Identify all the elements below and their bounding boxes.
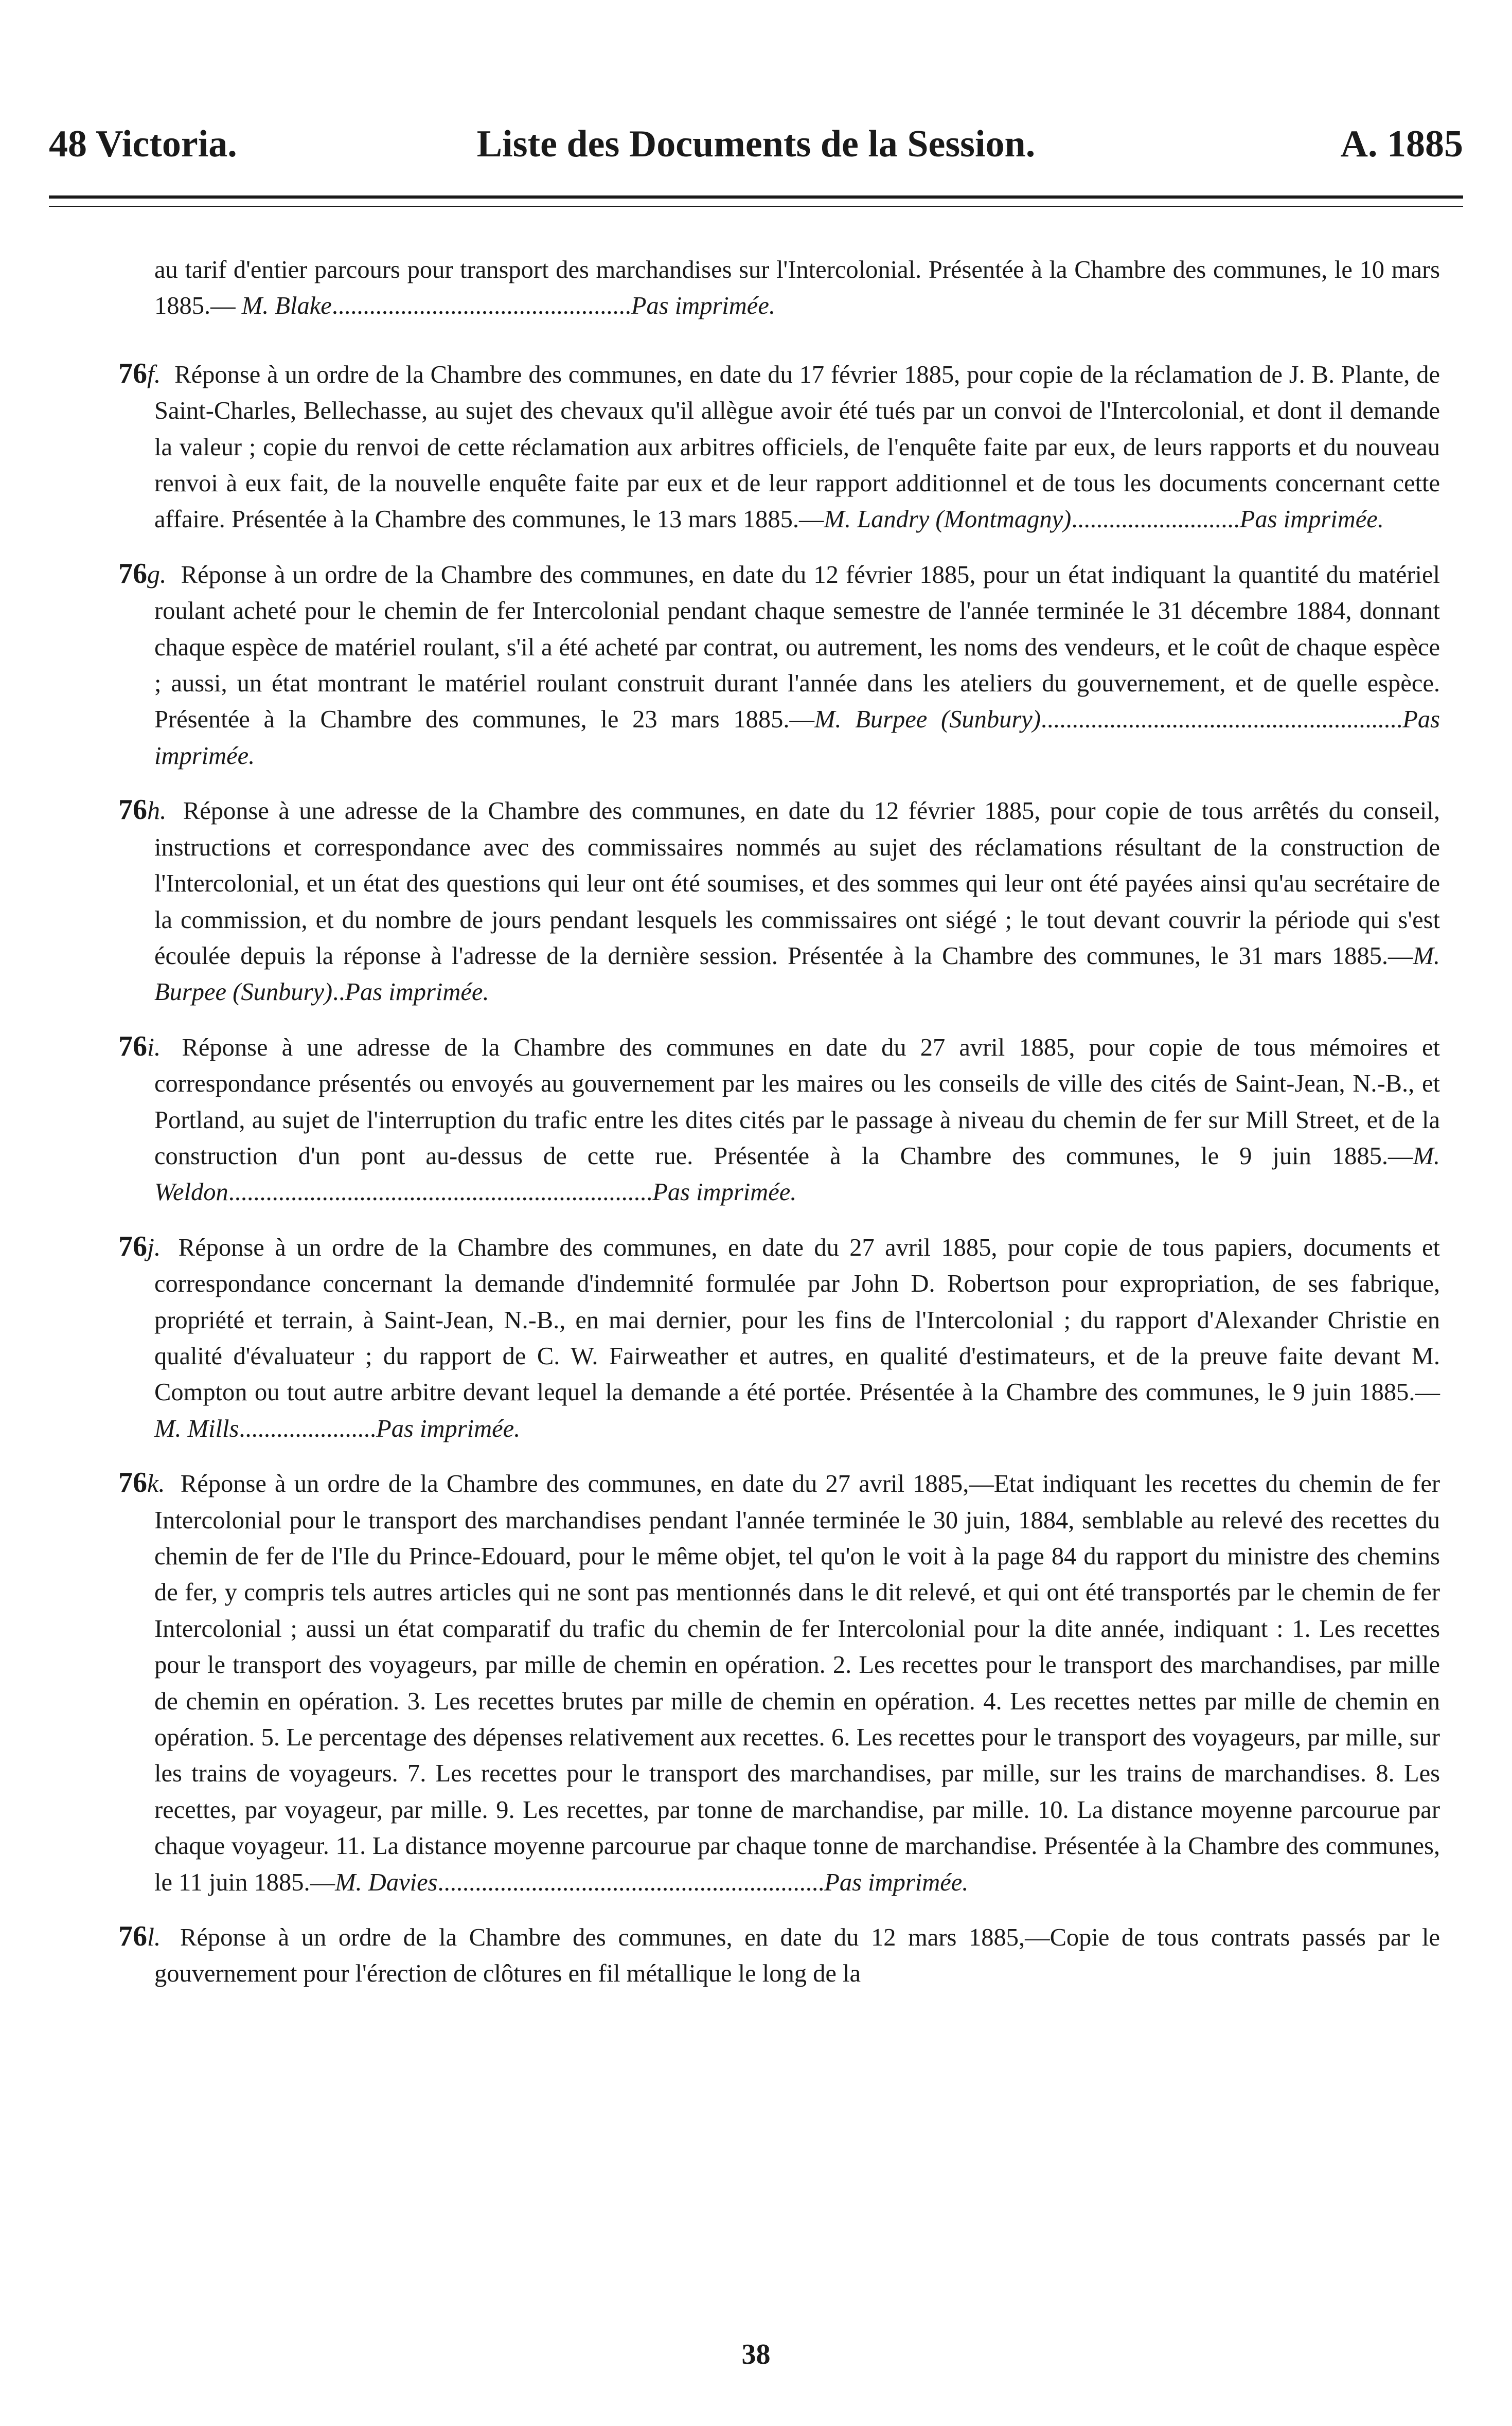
entry-status: Pas imprimée. xyxy=(376,1415,521,1442)
page-number: 38 xyxy=(741,2339,771,2370)
entry-body: Réponse à un ordre de la Chambre des communes, en date du 12 mars 1885,—Copie de tous contrats passés par le gouvernement pour l'érection de clôtures en fil métallique le long de la xyxy=(154,1924,1440,1988)
entry-member: M. Burpee (Sunbury) xyxy=(814,706,1041,734)
leader-dots: ................................................ xyxy=(331,292,631,320)
entry-member: M. Burpee (Sunbury) xyxy=(154,942,1440,1006)
entry-number: 76l. xyxy=(118,1920,161,1953)
leader-dots: .............................................................. xyxy=(437,1868,825,1896)
list-item xyxy=(118,792,1440,1010)
entries-list xyxy=(118,252,1440,2010)
list-item xyxy=(118,355,1440,538)
leader-dots: ........................... xyxy=(1071,506,1240,533)
list-item xyxy=(118,1465,1440,1901)
page-header xyxy=(49,116,1463,172)
entry-member: M. Mills xyxy=(154,1415,239,1442)
entry-status: Pas imprimée. xyxy=(824,1868,969,1896)
entry-number: 76i. xyxy=(118,1030,161,1062)
entry-body: Réponse à un ordre de la Chambre des communes, en date du 17 février 1885, pour copie de la réclamation de J. B. Plante, de Saint-Charles, Bellechasse, au sujet des chevaux qu'il allègue avoir été tués par un convoi de l'Intercolonial, et dont il demande la valeur ; copie du renvoi de cette réclamation aux arbitres officiels, de l'enquête faite par eux, de leurs rapports et du nouveau renvoi à eux fait, de la nouvelle enquête faite par eux et de leur rapport additionnel et de tous les documents concernant cette affaire. Présentée à la Chambre des communes, le 13 mars 1885.— xyxy=(154,361,1440,533)
header-rule-thick xyxy=(49,195,1463,199)
header-title: Liste des Documents de la Session. xyxy=(476,123,1036,165)
list-item xyxy=(118,1918,1440,1992)
list-item xyxy=(118,1228,1440,1447)
entry-body: Réponse à un ordre de la Chambre des communes, en date du 12 février 1885, pour un état indiquant la quantité du matériel roulant acheté pour le chemin de fer Intercolonial pendant chaque semestre de l'année terminée le 31 décembre 1884, donnant chaque espèce de matériel roulant, s'il a été acheté par contrat, ou autrement, les noms des vendeurs, et le coût de chaque espèce ; aussi, un état montrant le matériel roulant construit durant l'année dans les ateliers du gouvernement, et de quelle espèce. Présentée à la Chambre des communes, le 23 mars 1885.— xyxy=(154,561,1440,734)
header-rule-thin xyxy=(49,206,1463,207)
entry-number: 76j. xyxy=(118,1230,161,1262)
entry-status: Pas imprimée. xyxy=(631,292,775,320)
leader-dots: .. xyxy=(332,978,345,1006)
header-year: A. 1885 xyxy=(1340,123,1463,165)
list-item xyxy=(118,556,1440,774)
leader-dots: .................................................................... xyxy=(228,1179,653,1206)
leader-dots: ...................... xyxy=(239,1415,377,1442)
entry-member: M. Blake xyxy=(241,292,332,320)
entry-status: Pas imprimée. xyxy=(652,1179,797,1206)
entry-body: Réponse à un ordre de la Chambre des communes, en date du 27 avril 1885, pour copie de tous papiers, documents et correspondance concernant la demande d'indemnité formulée par John D. Robertson pour expropriation, de ses fabrique, propriété et terrain, à Saint-Jean, N.-B., en mai dernier, pour les fins de l'Intercolonial ; du rapport d'Alexander Christie en qualité d'évaluateur ; du rapport de C. W. Fairweather et autres, en qualité d'estimateurs, et de la preuve faite devant M. Compton ou tout autre arbitre devant lequel la demande a été portée. Présentée à la Chambre des communes, le 9 juin 1885.— xyxy=(154,1234,1440,1406)
entry-number: 76f. xyxy=(118,357,161,389)
entry-member: M. Landry (Montmagny) xyxy=(824,506,1072,533)
entry-body: Réponse à un ordre de la Chambre des communes, en date du 27 avril 1885,—Etat indiquant les recettes du chemin de fer Intercolonial pour le transport des marchandises pendant l'année terminée le 30 juin, 1884, semblable au relevé des recettes du chemin de fer de l'Ile du Prince-Edouard, pour le même objet, tel qu'on le voit à la page 84 du rapport du ministre des chemins de fer, y compris tels autres articles qui ne sont pas mentionnés dans le dit relevé, et qui ont été transportés par le chemin de fer Intercolonial ; aussi un état comparatif du trafic du chemin de fer Intercolonial pour la dite année, indiquant : 1. Les recettes pour le transport des voyageurs, par mille de chemin en opération. 2. Les recettes pour le transport des marchandises, par mille de chemin en opération. 3. Les recettes brutes par mille de chemin en opération. 4. Les recettes nettes par mille de chemin en opération. 5. Le percentage des dépenses relativement aux recettes. 6. Les recettes pour le transport des voyageurs, par mille, sur les trains de voyageurs. 7. Les recettes pour le transport des marchandises, par mille, sur les trains de marchandises. 8. Les recettes, par voyageur, par mille. 9. Les recettes, par tonne de marchandise, par mille. 10. La distance moyenne parcourue par chaque voyageur. 11. La distance moyenne parcourue par chaque tonne de marchandise. Présentée à la Chambre des communes, le 11 juin 1885.— xyxy=(154,1470,1440,1896)
entry-number: 76k. xyxy=(118,1467,165,1499)
entry-member: M. Davies xyxy=(335,1868,438,1896)
entry-status: Pas imprimée. xyxy=(154,706,1440,770)
entry-number: 76g. xyxy=(118,557,167,590)
entry-number: 76h. xyxy=(118,794,167,826)
entry-body: Réponse à une adresse de la Chambre des communes, en date du 12 février 1885, pour copie de tous arrêtés du conseil, instructions et correspondance avec des commissaires nommés au sujet des réclamations résultant de la construction de l'Intercolonial, et un état des questions qui leur ont été soumises, et des sommes qui leur ont été payées ainsi qu'au secrétaire de la commission, et du nombre de jours pendant lesquels les commissaires ont siégé ; le tout devant couvrir la période qui s'est écoulée depuis la réponse à l'adresse de la dernière session. Présentée à la Chambre des communes, le 31 mars 1885.— xyxy=(154,797,1440,970)
entry-member: M. Weldon xyxy=(154,1142,1440,1206)
header-session: 48 Victoria. xyxy=(49,123,237,165)
list-item xyxy=(118,1028,1440,1211)
entry-status: Pas imprimée. xyxy=(1239,506,1384,533)
entry-status: Pas imprimée. xyxy=(345,978,489,1006)
entry-body: au tarif d'entier parcours pour transport des marchandises sur l'Intercolonial. Présentée à la Chambre des communes, le 10 mars 1885.— xyxy=(154,256,1440,320)
entry-body: Réponse à une adresse de la Chambre des communes en date du 27 avril 1885, pour copie de tous mémoires et correspondance présentés ou envoyés au gouvernement par les maires ou les conseils de ville des cités de Saint-Jean, N.-B., et Portland, au sujet de l'interruption du trafic entre les dites cités par le passage à niveau du chemin de fer sur Mill Street, et de la construction d'un pont au-dessus de cette rue. Présentée à la Chambre des communes, le 9 juin 1885.— xyxy=(154,1033,1440,1170)
list-item xyxy=(154,252,1440,325)
leader-dots: .......................................................... xyxy=(1041,706,1403,734)
